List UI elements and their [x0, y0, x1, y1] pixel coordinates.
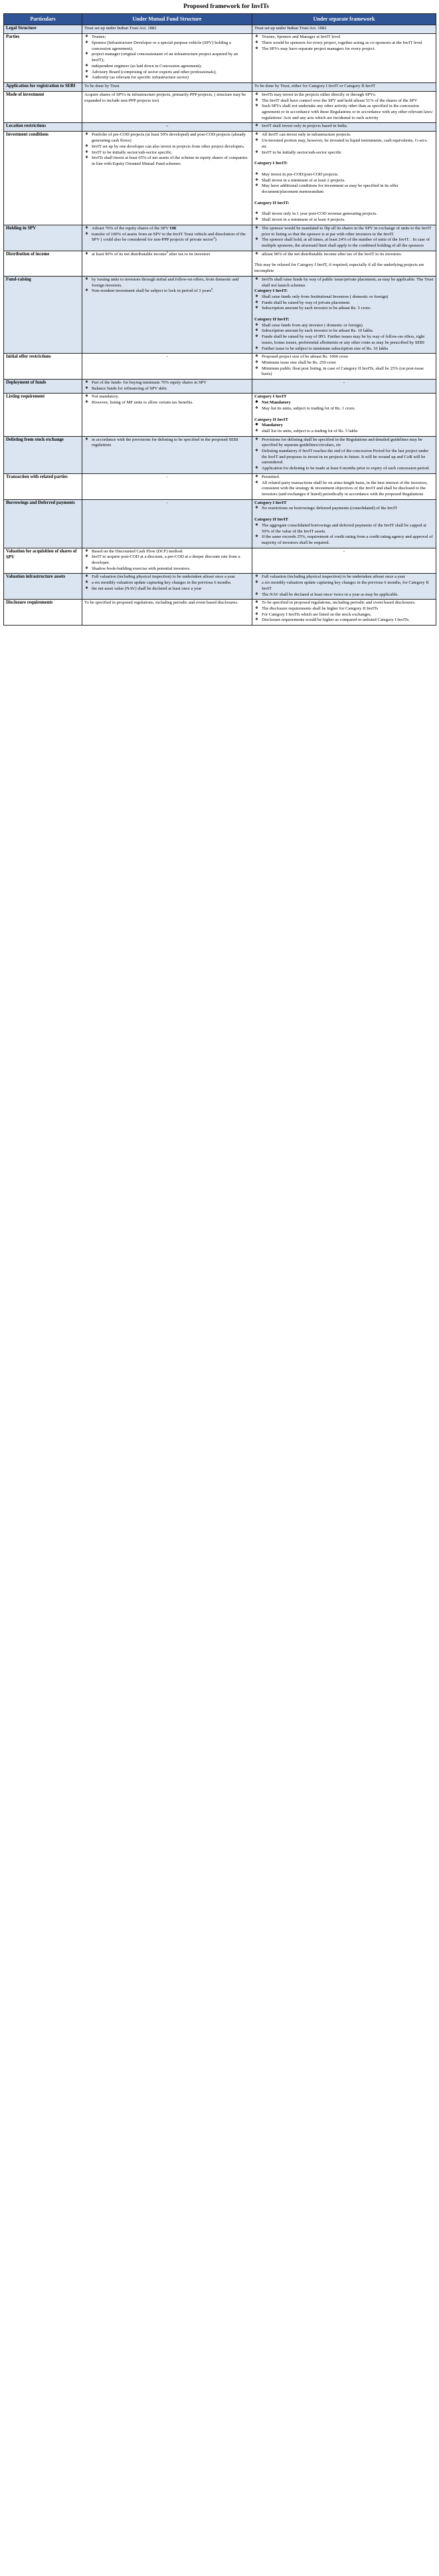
- list-item: ❖ Full valuation (including physical inspection) to be undertaken atleast once a year: [262, 574, 434, 580]
- list-item: ❖ Delisting mandatory if InvIT reaches the end of the concession Period for the last project under the InvIT and proposes to invest in no projects in future. It will be wound up and CoR will be surrendered.: [262, 449, 434, 466]
- list-item: ❖ transfer of 100% of assets from an SPV to the InvIT Trust vehicle and dissolution of the SPV ( could also be considered for non-PPP projects of private sector$^4$): [92, 232, 250, 243]
- category-2-heading: Category II InvIT:: [254, 317, 290, 322]
- list-item: ❖ Advisory Board (comprising of sector experts and other professionals);: [92, 70, 250, 76]
- sep-cell: [252, 225, 436, 251]
- category-1-sub: [254, 400, 434, 406]
- row-fund-raising: [4, 276, 436, 353]
- list-item: ❖ The NAV shall be declared at least once/ twice in a year as may be applicable.: [262, 592, 434, 598]
- label-cell: Delisting from stock exchange: [4, 436, 82, 473]
- list-item: ❖ Un-invested portion may, however, be invested in liquid instruments, cash equivalents, G-secs. etc: [262, 138, 434, 150]
- list-item: ❖ The sponsor shall hold, at all times, at least 24% of the number of units of the InvIT. . In case of multiple sponsors, the aforesaid limit shall apply to the combined holding of all the sponsors: [262, 237, 434, 249]
- list-item: ❖ Shall invest in a minimum of at least 2 projects.: [262, 178, 434, 184]
- list-item: ❖ May list its units, subject to trading lot of Rs. 1 crore.: [262, 406, 434, 412]
- mf-cell: [82, 394, 252, 436]
- list-item: ❖ Shadow book-building exercise with potential investors.: [92, 566, 250, 572]
- label-cell: Valuation for acquisition of shares of SPV: [4, 548, 82, 574]
- row-valuation-infrastructure: [4, 574, 436, 600]
- list-item: ❖ Minimum public float post listing, in case of Category II InvITs, shall be 25% (on post-issue basis): [262, 366, 434, 378]
- list-item: ❖ Shall invest only in 1 year post-COD revenue generating projects.: [262, 211, 434, 217]
- sep-cell: [252, 436, 436, 473]
- category-2-heading: Category II InvIT: [254, 517, 288, 523]
- mf-list: [84, 35, 250, 81]
- row-borrowings: [4, 499, 436, 548]
- list-item: ❖ Funds shall be raised by way of IPO. Further issues may be by way of follow-on offers, right issues, bonus issues, preferential allotments or any other route as may be prescribed by SEBI: [262, 334, 434, 346]
- sep-list: [254, 35, 434, 52]
- list-item: ❖ Part of the funds- for buying minimum 76% equity shares in SPV: [92, 380, 250, 386]
- mf-cell: [82, 548, 252, 574]
- list-item: ❖ Trustee, Sponsor and Manager at InvIT level.: [262, 35, 434, 41]
- row-application: [4, 82, 436, 91]
- sep-list: [254, 124, 434, 130]
- category-1-list: [254, 406, 434, 412]
- sep-cell: [252, 251, 436, 276]
- mf-list: [84, 549, 250, 572]
- category-1-list: [254, 172, 434, 195]
- label-cell: Borrowings and Deferred payments: [4, 499, 82, 548]
- category-2-sub: [254, 423, 434, 429]
- label-cell: Distribution of income: [4, 251, 82, 276]
- list-item: ❖ Permitted.: [262, 475, 434, 481]
- list-item: ❖ The sponsor would be mandated to flip all its shares in the SPV in exchange of units to the InvIT prior to listing so that the sponsor is at par with other investors in the InvIT.: [262, 226, 434, 237]
- sep-cell: [252, 34, 436, 83]
- mf-cell: -: [82, 354, 252, 380]
- row-distribution-of-income: [4, 251, 436, 276]
- mf-list: [84, 394, 250, 406]
- label-cell: Investment conditions: [4, 132, 82, 225]
- header-particulars: Particulars: [4, 14, 82, 25]
- category-1-heading: Category I InvIT:: [254, 289, 288, 294]
- category-1-list: [254, 506, 434, 512]
- list-item: ❖ Atleast 76% of the equity shares of the SPV OR: [92, 226, 250, 232]
- list-item: ❖ Minimum issue size shall be Rs. 250 crore: [262, 360, 434, 366]
- label-cell: Fund-raising: [4, 276, 82, 353]
- sep-cell: Trust set up under Indian Trust Act. 1882: [252, 25, 436, 34]
- row-investment-conditions: [4, 132, 436, 225]
- list-item: ❖ by issuing units to investors through initial and follow-on offers, from domestic and foreign investors.: [92, 277, 250, 289]
- list-item: ❖ Funds shall be raised by way of private placement: [262, 300, 434, 306]
- category-1-heading: Category I InvIT:: [254, 161, 288, 166]
- mf-cell: [82, 436, 252, 473]
- list-item: ❖ independent engineer (as laid down in Concession agreement);: [92, 64, 250, 70]
- list-item: ❖ InvITs may invest in the projects either directly or through SPVs.: [262, 92, 434, 98]
- list-item: ❖ There would be sponsors for every project, together acting as co-sponsors at the InvIT level: [262, 41, 434, 47]
- sep-list: [254, 226, 434, 249]
- header-separate: Under separate framework: [252, 14, 436, 25]
- list-item: ❖ Subscription amount by each investor to be atleast Rs. 10 lakhs.: [262, 328, 434, 334]
- row-location-restrictions: [4, 123, 436, 132]
- sep-cell: -: [252, 548, 436, 574]
- row-parties: [4, 34, 436, 83]
- row-valuation-acquisition: [4, 548, 436, 574]
- list-item: ❖ The aggregate consolidated borrowings and deferred payments of the InvIT shall be capped at 50% of the value of the InvIT assets.: [262, 523, 434, 534]
- sep-cell: [252, 394, 436, 436]
- list-item: ❖ The SPVs may have separate project managers for every project.: [262, 47, 434, 53]
- row-transaction-related-parties: [4, 473, 436, 499]
- category-2-list: [254, 211, 434, 223]
- row-holding-in-spv: [4, 225, 436, 251]
- list-item: ❖ If the same exceeds 25%, requirement of credit rating from a credit rating agency and approval of majority of investors shall be required.: [262, 534, 434, 546]
- list-item: ❖ InvIT shall invest only in projects based in India.: [262, 124, 434, 130]
- list-item: ❖ InvIT to acquire post-COD at a discount, a pre-COD at a deeper discount rate from a developer.: [92, 554, 250, 566]
- mf-cell: [82, 132, 252, 225]
- mf-cell: -: [82, 473, 252, 499]
- sep-cell: [252, 123, 436, 132]
- sep-list: [254, 437, 434, 472]
- list-item: ❖ Proposed project size of be atleast Rs. 1000 crore: [262, 354, 434, 360]
- list-item: ❖ Trustee;: [92, 35, 250, 41]
- sep-cell: [252, 473, 436, 499]
- category-1-list: [254, 294, 434, 312]
- list-item: ❖ InvIT to be initially sector/sub-sector specific: [262, 150, 434, 156]
- list-item: ❖ Such SPVs shall not undertake any other activity other than as specified in the concession agreement or in accordance with these Regulations or in accordance with any other relevant laws/ regulations/ Acts and any acts which are incidental to such activity: [262, 104, 434, 121]
- category-2-list: [254, 323, 434, 352]
- sep-list: [254, 574, 434, 598]
- mf-cell: To be specified in proposed regulations, including periodic and event based disclosures.: [82, 600, 252, 626]
- mf-cell: [82, 34, 252, 83]
- label-cell: Parties: [4, 34, 82, 83]
- list-item: ❖ Authority (as relevant for specific infrastructure sector): [92, 75, 250, 81]
- list-item: ❖ The disclosure requirements shall be higher for Category II InvITs: [262, 606, 434, 612]
- mf-list: [84, 132, 250, 167]
- mf-list: [84, 252, 250, 258]
- mf-cell: [82, 380, 252, 394]
- page-title: Proposed framework for InvITs: [183, 3, 269, 10]
- row-listing-requirement: [4, 394, 436, 436]
- list-item: ❖ InvITs shall invest at least 65% of net assets of the scheme in equity shares of companies in line with Equity Oriented Mutual Fund schemes: [92, 156, 250, 167]
- category-2-heading: Category II InvIT:: [254, 200, 290, 205]
- mf-cell: [82, 91, 252, 123]
- list-item: ❖ Further issue to be subject to minimum subscription size of Rs. 10 lakhs: [262, 346, 434, 352]
- list-item: ❖ All related party transactions shall be on arms-length basis, in the best interest of the investors, consistent with the strategy & investment objectives of the InvIT and shall be disclosed to the investors (and exchanges if listed) periodically in accordance with the proposed Regulations: [262, 481, 434, 498]
- mf-cell: [82, 251, 252, 276]
- label-cell: Initial offer restrictions: [4, 354, 82, 380]
- mf-list: [84, 437, 250, 449]
- sep-cell: [252, 354, 436, 380]
- header-mutual-fund: Under Mutual Fund Structure: [82, 14, 252, 25]
- list-item: ❖ No restrictions on borrowings/ deferred payments (consolidated) of the InvIT: [262, 506, 434, 512]
- mf-cell: -: [82, 499, 252, 548]
- category-2-list: [254, 523, 434, 546]
- list-item: ❖ Not Mandatory: [262, 400, 434, 406]
- category-2-list: [254, 429, 434, 435]
- sep-list: [254, 252, 434, 258]
- row-deployment-of-funds: [4, 380, 436, 394]
- list-item: ❖ The InvIT shall have control over the SPV and hold atleast 51% of the shares of the SPV: [262, 98, 434, 104]
- mf-cell: –: [82, 123, 252, 132]
- list-item: ❖ the net asset value (NAV) shall be declared at least once a year: [92, 586, 250, 592]
- list-item: ❖ Full valuation (including physical inspection) to be undertaken atleast once a year: [92, 574, 250, 580]
- sep-cell: [252, 600, 436, 626]
- category-1-heading: Category I InvIT: [254, 500, 287, 505]
- list-item: ❖ shall list its units, subject to a trading lot of Rs. 5 lakhs: [262, 429, 434, 435]
- mf-text: Acquire shares of SPVs in infrastructure projects, primarily PPP projects, ( structure may be expanded to include non-PPP projects too): [84, 92, 246, 103]
- mf-cell: [82, 574, 252, 600]
- list-item: ❖ Provisions for delisting shall be specified in the Regulations and detailed guidelines may be specified by separate guidelines/circulars, etc: [262, 437, 434, 449]
- row-initial-offer-restrictions: [4, 354, 436, 380]
- mf-list: [84, 574, 250, 592]
- list-item: ❖ All InvIT can invest only in infrastructure projects.: [262, 132, 434, 138]
- row-delisting: [4, 436, 436, 473]
- list-item: ❖ May invest in pre-COD/post-COD projects.: [262, 172, 434, 178]
- mf-cell: Trust set up under Indian Trust Act. 1882: [82, 25, 252, 34]
- label-cell: Holding in SPV: [4, 225, 82, 251]
- sep-list: [254, 475, 434, 498]
- list-item: ❖ a six monthly valuation update capturing key changes in the previous 6 months, for Category II InvIT: [262, 580, 434, 592]
- list-item: ❖ Mandatory: [262, 423, 434, 429]
- list-item: ❖ Subscription amount by each investor to be atleast Rs. 5 crore.: [262, 306, 434, 312]
- label-cell: Valuation infrastructure assets: [4, 574, 82, 600]
- list-item: ❖ Based on the Discounted Cash Flow (DCF) method.: [92, 549, 250, 555]
- sep-list: [254, 354, 434, 378]
- list-item: ❖ Balance funds for refinancing of SPV debt.: [92, 386, 250, 392]
- category-2-heading: Category II InvIT: [254, 417, 288, 422]
- mf-cell: [82, 276, 252, 353]
- sep-list: [254, 600, 434, 624]
- list-item: ❖ Application for delisting to be made at least 6 months prior to expiry of such concession period.: [262, 466, 434, 472]
- list-item: ❖ Shall invest in a minimum of at least 4 projects.: [262, 217, 434, 223]
- list-item: ❖ Non-resident investment shall be subject to lock in period of 3 years$^6$.: [92, 289, 250, 294]
- sep-cell: [252, 499, 436, 548]
- row-legal-structure: [4, 25, 436, 34]
- label-cell: Mode of investment: [4, 91, 82, 123]
- list-item: ❖ Not mandatory.: [92, 394, 250, 400]
- list-item: ❖ InvITs shall raise funds by way of public issue/private placement, as may be applicable. The Trust shall not launch schemes: [262, 277, 434, 289]
- list-item: ❖ Shall raise funds from any investor ( domestic or foreign): [262, 323, 434, 329]
- header-row: [4, 14, 436, 25]
- list-item: ❖ May have additional conditions for investment as may be specified in its offer document/placement memorandum: [262, 183, 434, 195]
- list-item: ❖ project manager (original concessionaire of an infrastructure project acquired by an InvIT);: [92, 52, 250, 63]
- list-item: ❖ For Category I InvITs which are listed on the stock exchanges,: [262, 612, 434, 618]
- sep-cell: [252, 132, 436, 225]
- label-cell: Application for registration to SEBI: [4, 82, 82, 91]
- mf-cell: To be done by Trust: [82, 82, 252, 91]
- list-item: ❖ InvIT set up by one developer can also invest in projects from other project developers.: [92, 144, 250, 150]
- list-item: ❖ in accordance with the provisions for delisting to be specified in the proposed SEBI regulations: [92, 437, 250, 449]
- framework-table: [3, 13, 436, 626]
- row-disclosure: [4, 600, 436, 626]
- sep-cell: -: [252, 380, 436, 394]
- list-item: ❖ a six monthly valuation update capturing key changes in the previous 6 months.: [92, 580, 250, 586]
- sep-list: [254, 132, 434, 156]
- list-item: ❖ atleast 90% of the net distributable income after tax of the InvIT to its investors.: [262, 252, 434, 258]
- sep-note: This may be relaxed for Category I InvIT, if required, especially if all the underlying projects are incomplete: [254, 263, 424, 274]
- sep-cell: [252, 574, 436, 600]
- mf-list: [84, 226, 250, 243]
- list-item: ❖ Portfolio of pre-COD projects (at least 50% developed) and post-COD projects (already generating cash flows): [92, 132, 250, 144]
- sep-list: [254, 92, 434, 122]
- label-cell: Legal Structure: [4, 25, 82, 34]
- category-1-heading: Category I InvIT: [254, 394, 287, 400]
- list-item: ❖ at least 90% of its net distributable income$^5$ after tax to its investors: [92, 252, 250, 258]
- label-cell: Disclosure requirements: [4, 600, 82, 626]
- list-item: ❖ However, listing of MF units to allow certain tax benefits.: [92, 400, 250, 406]
- label-cell: Deployment of funds: [4, 380, 82, 394]
- list-item: ❖ InvIT to be initially sector/sub-sector specific.: [92, 150, 250, 156]
- row-mode-of-investment: [4, 91, 436, 123]
- sep-list: [254, 277, 434, 289]
- list-item: ❖ To be specified in proposed regulations, including periodic and event based disclosures.: [262, 600, 434, 606]
- sep-cell: [252, 91, 436, 123]
- mf-list: [84, 277, 250, 294]
- sep-cell: To be done by Trust, either for Category I InvIT or Category II InvIT: [252, 82, 436, 91]
- sep-cell: [252, 276, 436, 353]
- label-cell: Listing requirement: [4, 394, 82, 436]
- list-item: ❖ Sponsor (Infrastructure Developer or a special purpose vehicle (SPV) holding a concession agreement);: [92, 41, 250, 52]
- mf-list: [84, 380, 250, 392]
- mf-cell: [82, 225, 252, 251]
- label-cell: Transaction with related parties: [4, 473, 82, 499]
- list-item: ❖ Disclosure requirements would be higher as compared to unlisted Category I InvITs.: [262, 618, 434, 624]
- list-item: ❖ Shall raise funds only from Institutional Investors ( domestic or foreign): [262, 294, 434, 300]
- label-cell: Location restrictions: [4, 123, 82, 132]
